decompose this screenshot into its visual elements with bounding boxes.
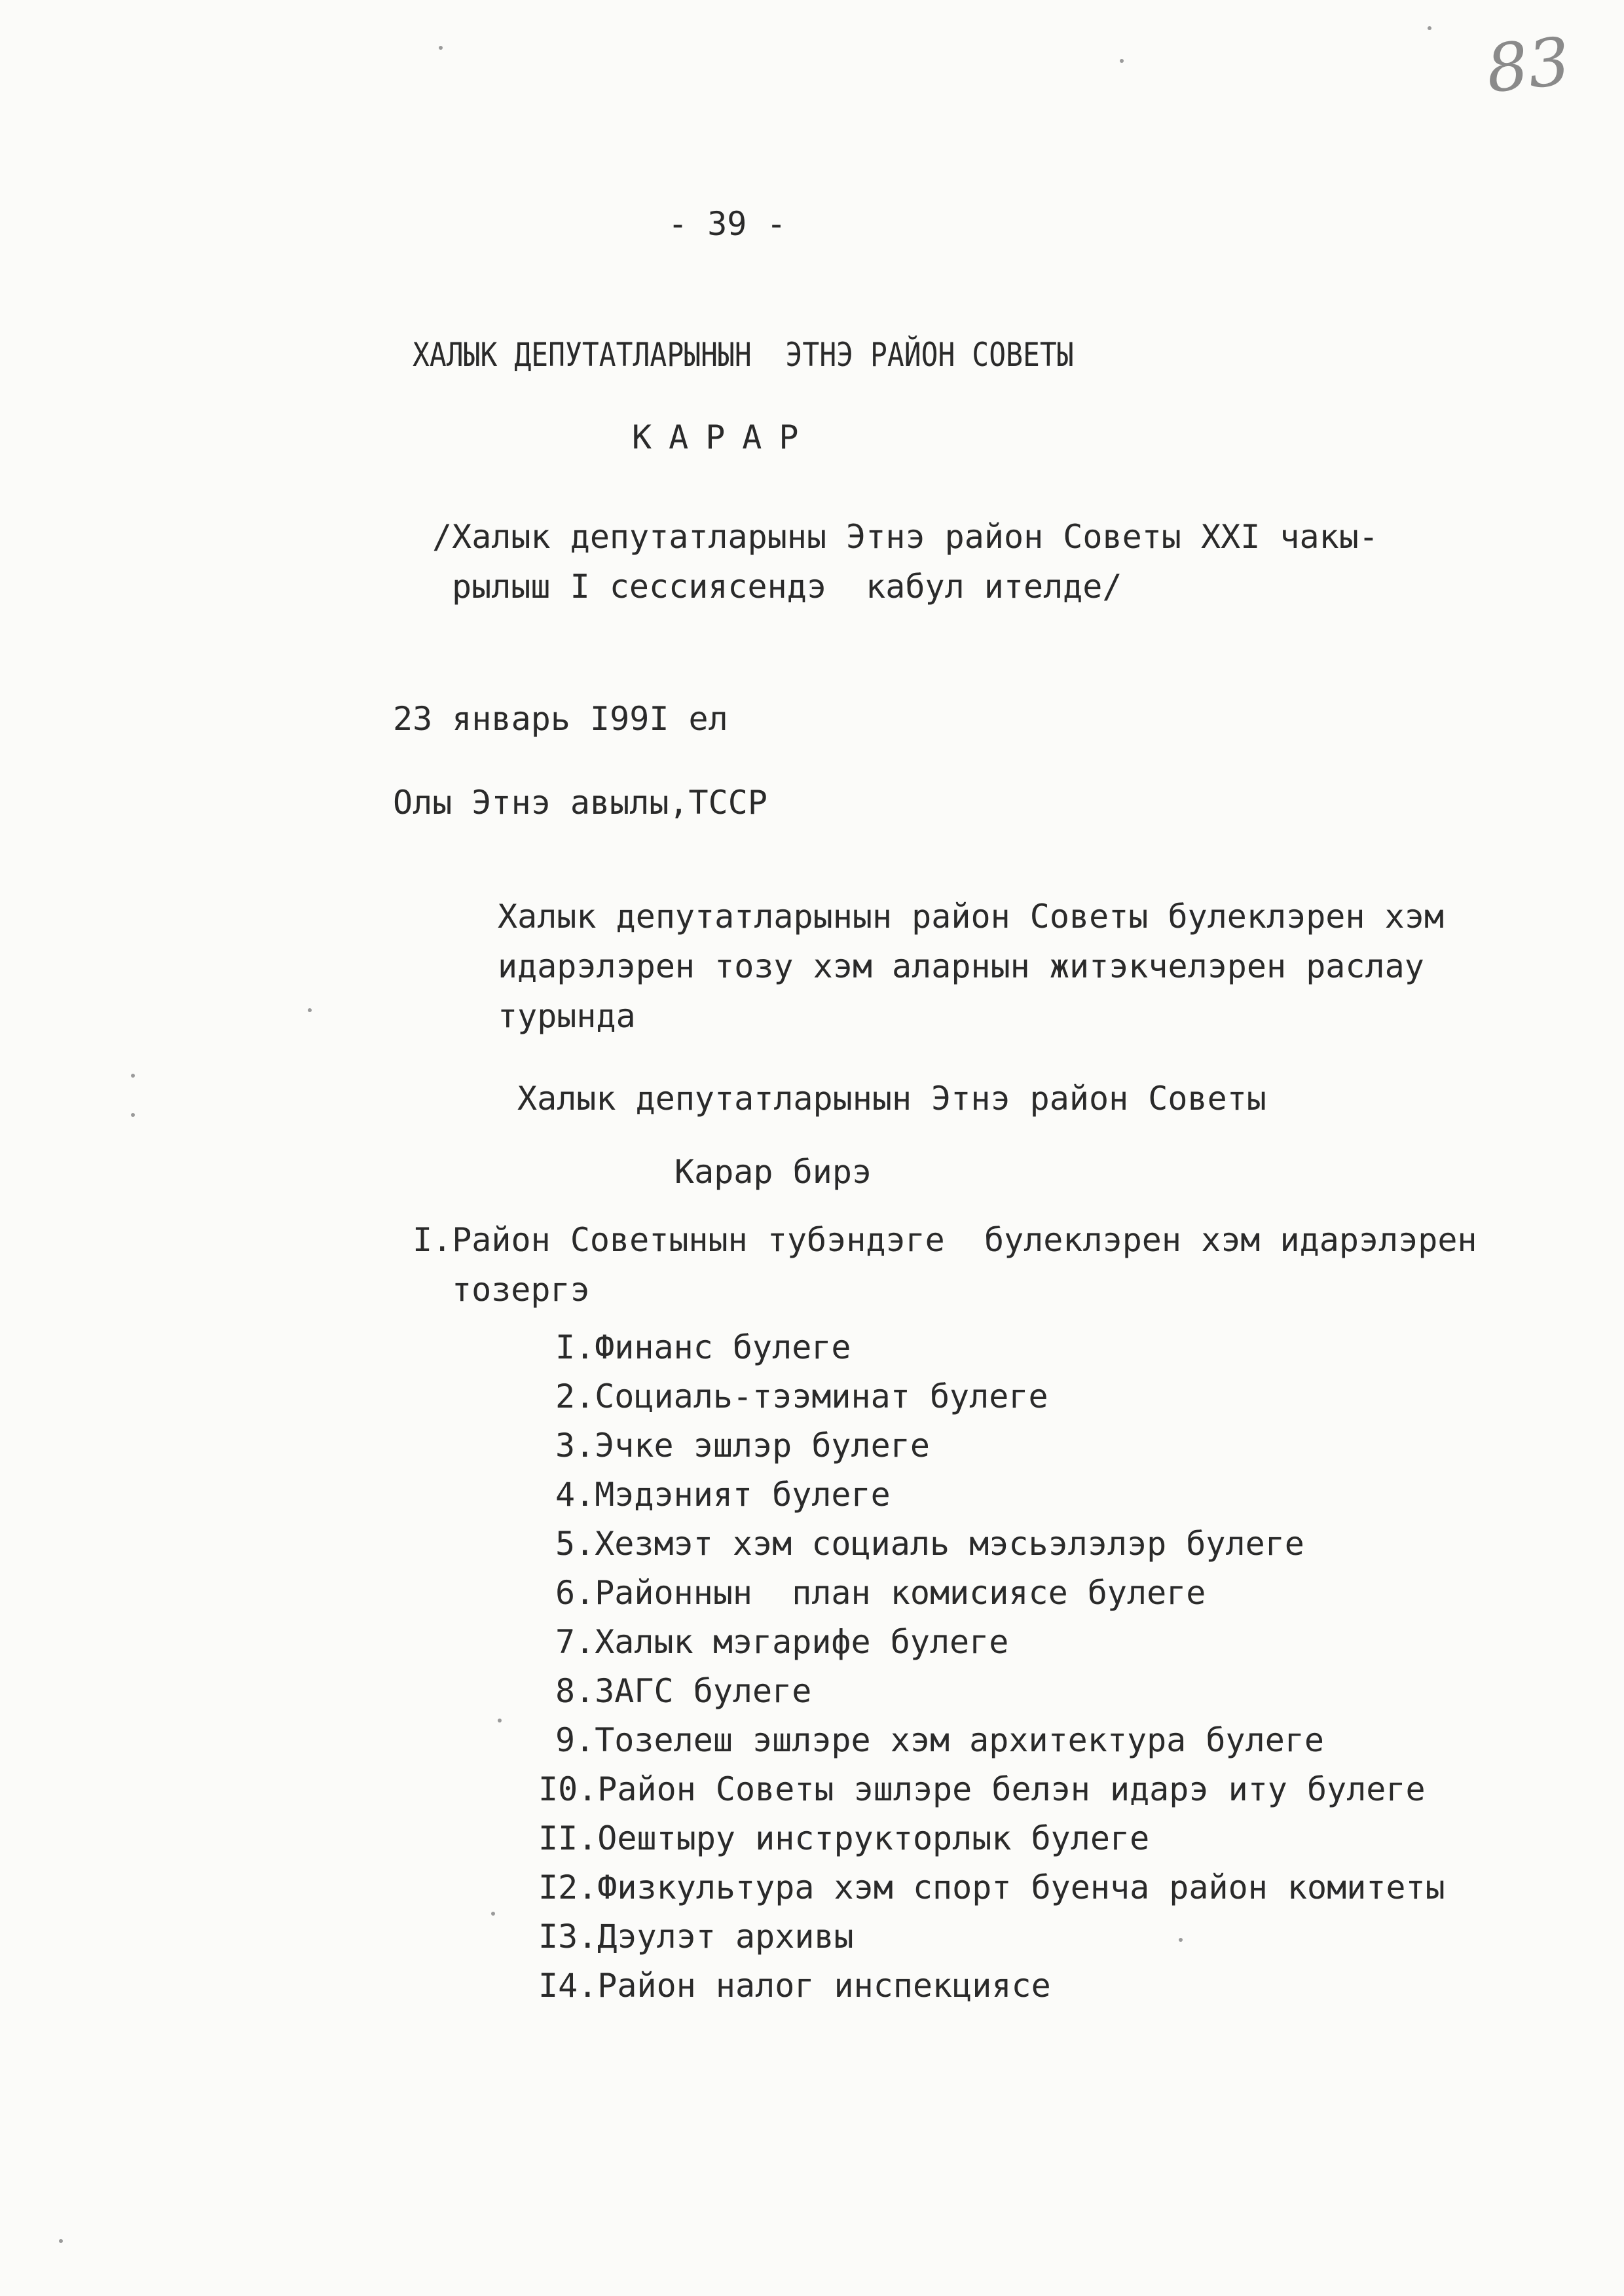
point-1-line-2: тозергэ	[452, 1271, 590, 1309]
subject-line-2: идарэлэрен тозу хэм аларнын житэкчелэрен раслау	[498, 947, 1424, 985]
document-type-title: КАРАР	[632, 418, 816, 456]
list-item: I0.Район Советы эшлэре белэн идарэ иту булеге	[538, 1770, 1426, 1808]
list-item: 4.Мэдэният булеге	[555, 1476, 891, 1514]
adoption-note-line-1: /Халык депутатларыны Этнэ район Советы XXI чакы-	[432, 518, 1378, 556]
list-item: 2.Социаль-тээминат булеге	[555, 1377, 1048, 1415]
page-number: - 39 -	[668, 205, 786, 243]
document-date: 23 январь I99I ел	[393, 700, 728, 738]
scan-speck	[1120, 59, 1124, 63]
council-title: ХАЛЫК ДЕПУТАТЛАРЫНЫН ЭТНЭ РАЙОН СОВЕТЫ	[413, 336, 1074, 374]
list-item: II.Оештыру инструкторлык булеге	[538, 1819, 1150, 1857]
subject-line-3: турында	[498, 997, 636, 1035]
scan-speck	[498, 1719, 502, 1722]
scan-speck	[439, 46, 443, 50]
adoption-note-line-2: рылыш I сессиясендэ кабул ителде/	[452, 568, 1122, 606]
scan-speck	[1428, 26, 1431, 30]
list-item: 6.Районнын план комисиясе булеге	[555, 1574, 1206, 1612]
point-1-line-1: I.Район Советынын тубэндэге булеклэрен хэм идарэлэрен	[413, 1221, 1477, 1259]
list-item: I.Финанс булеге	[555, 1328, 851, 1366]
scan-speck	[308, 1008, 312, 1012]
list-item: 7.Халык мэгарифе булеге	[555, 1623, 1009, 1661]
list-item: 5.Хезмэт хэм социаль мэсьэлэлэр булеге	[555, 1525, 1304, 1563]
handwritten-page-number: 83	[1483, 22, 1574, 108]
list-item: I4.Район налог инспекциясе	[538, 1967, 1051, 2005]
scan-speck	[131, 1074, 135, 1078]
scan-speck	[59, 2239, 63, 2243]
resolution-line-1: Халык депутатларынын Этнэ район Советы	[517, 1080, 1266, 1118]
list-item: 8.ЗАГС булеге	[555, 1672, 812, 1710]
list-item: I3.Дэулэт архивы	[538, 1918, 854, 1956]
document-place: Олы Этнэ авылы,ТССР	[393, 784, 767, 822]
list-item: 3.Эчке эшлэр булеге	[555, 1427, 930, 1465]
scan-speck	[1179, 1938, 1183, 1942]
scan-speck	[491, 1912, 495, 1916]
list-item: 9.Тозелеш эшлэре хэм архитектура булеге	[555, 1721, 1324, 1759]
resolution-line-2: Карар бирэ	[674, 1153, 872, 1191]
subject-line-1: Халык депутатларынын район Советы булеклэрен хэм	[498, 898, 1444, 936]
list-item: I2.Физкультура хэм спорт буенча район комитеты	[538, 1868, 1445, 1906]
scan-speck	[131, 1113, 135, 1117]
